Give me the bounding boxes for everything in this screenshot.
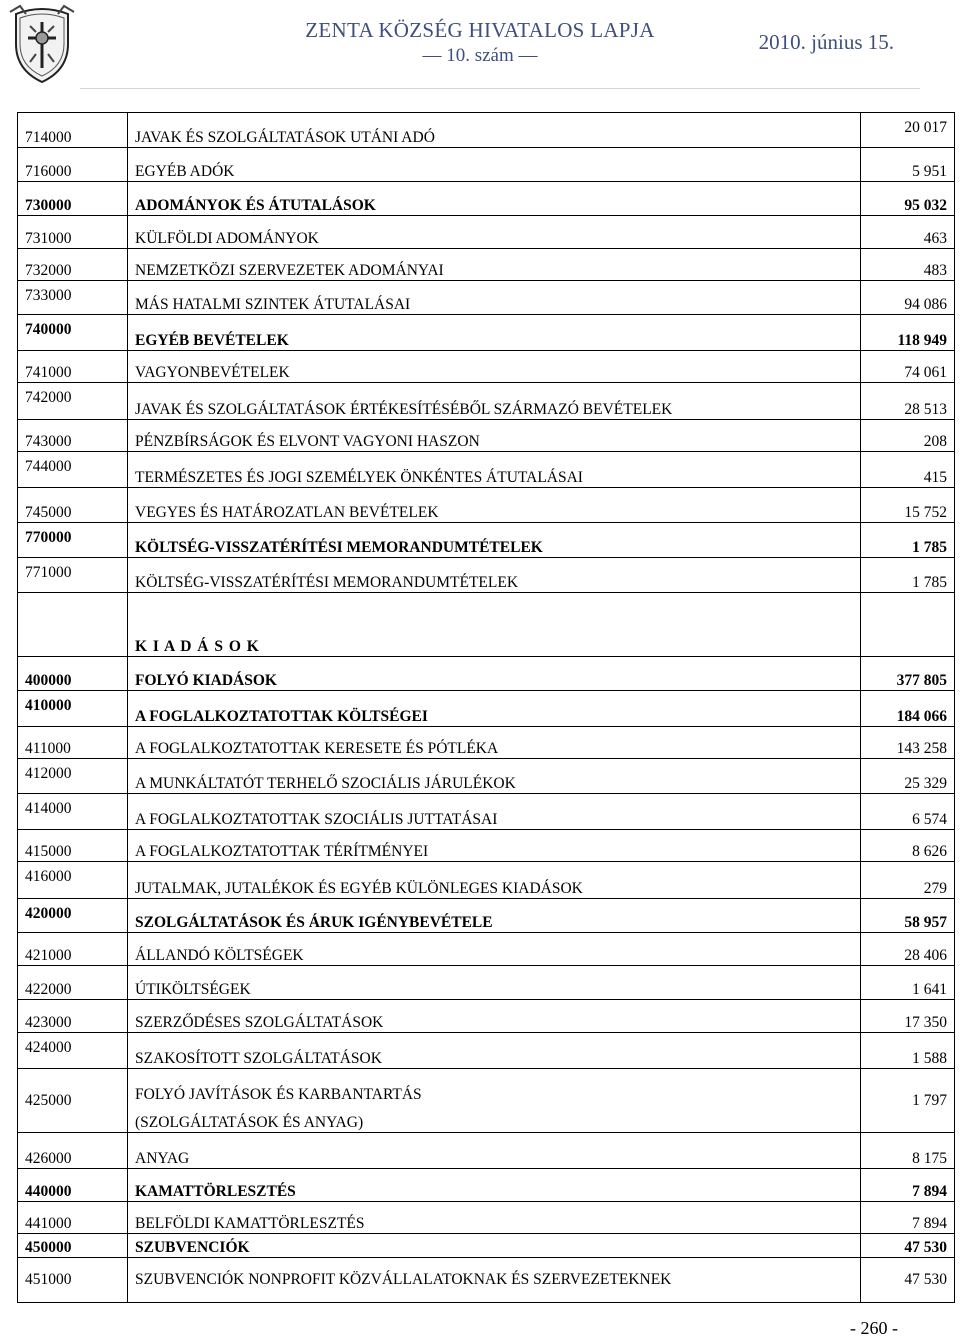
- account-code: 415000: [18, 830, 128, 862]
- account-name: A MUNKÁLTATÓT TERHELŐ SZOCIÁLIS JÁRULÉKOK: [128, 759, 861, 794]
- account-name-line2: (SZOLGÁLTATÁSOK ÉS ANYAG): [135, 1114, 364, 1131]
- account-code: 741000: [18, 351, 128, 383]
- account-code: 400000: [18, 657, 128, 691]
- account-name: NEMZETKÖZI SZERVEZETEK ADOMÁNYAI: [128, 249, 861, 281]
- account-code: 426000: [18, 1133, 128, 1169]
- account-name: KÜLFÖLDI ADOMÁNYOK: [128, 216, 861, 249]
- account-amount: 20 017: [861, 113, 955, 148]
- account-amount: 8 175: [861, 1133, 955, 1169]
- account-amount: 279: [861, 862, 955, 899]
- table-row: [18, 558, 955, 593]
- account-name: MÁS HATALMI SZINTEK ÁTUTALÁSAI: [128, 281, 861, 315]
- account-code: 414000: [18, 794, 128, 830]
- account-name: VAGYONBEVÉTELEK: [128, 351, 861, 383]
- section-row-expenses: [18, 593, 955, 657]
- table-row: [18, 249, 955, 281]
- issue-number: ― 10. szám ―: [422, 45, 538, 66]
- account-name: ÚTIKÖLTSÉGEK: [128, 966, 861, 1000]
- account-amount: 1 785: [861, 558, 955, 593]
- coat-of-arms-icon: [6, 4, 78, 84]
- account-name: BELFÖLDI KAMATTÖRLESZTÉS: [128, 1202, 861, 1234]
- page-header: [0, 0, 960, 90]
- account-amount: 5 951: [861, 148, 955, 182]
- table-row: [18, 691, 955, 727]
- account-amount: 15 752: [861, 488, 955, 523]
- table-row: [18, 216, 955, 249]
- table-row: [18, 727, 955, 759]
- account-code: 732000: [18, 249, 128, 281]
- account-amount: 6 574: [861, 794, 955, 830]
- account-code: 421000: [18, 933, 128, 966]
- account-amount: 47 530: [861, 1258, 955, 1303]
- table-row: [18, 315, 955, 351]
- table-row: [18, 281, 955, 315]
- account-code: 740000: [18, 315, 128, 351]
- account-name: JAVAK ÉS SZOLGÁLTATÁSOK UTÁNI ADÓ: [128, 113, 861, 148]
- account-code: 440000: [18, 1169, 128, 1202]
- account-amount: 483: [861, 249, 955, 281]
- account-amount: 28 406: [861, 933, 955, 966]
- account-amount: 47 530: [861, 1234, 955, 1258]
- table-row: [18, 1069, 955, 1133]
- account-code: 730000: [18, 182, 128, 216]
- account-code: 412000: [18, 759, 128, 794]
- table-row: [18, 794, 955, 830]
- table-row: [18, 488, 955, 523]
- account-name: SZERZŐDÉSES SZOLGÁLTATÁSOK: [128, 1000, 861, 1033]
- account-amount: 208: [861, 420, 955, 452]
- publication-title: ZENTA KÖZSÉG HIVATALOS LAPJA: [305, 18, 655, 42]
- account-name: A FOGLALKOZTATOTTAK KÖLTSÉGEI: [128, 691, 861, 727]
- table-row: [18, 1169, 955, 1202]
- account-name: JAVAK ÉS SZOLGÁLTATÁSOK ÉRTÉKESÍTÉSÉBŐL SZÁRMAZÓ BEVÉTELEK: [128, 383, 861, 420]
- account-amount: 1 797: [861, 1069, 955, 1133]
- account-code: 743000: [18, 420, 128, 452]
- table-row: [18, 113, 955, 148]
- account-amount: 95 032: [861, 182, 955, 216]
- account-amount: 25 329: [861, 759, 955, 794]
- table-row: [18, 933, 955, 966]
- table-row: [18, 1133, 955, 1169]
- account-name: PÉNZBÍRSÁGOK ÉS ELVONT VAGYONI HASZON: [128, 420, 861, 452]
- account-amount: 1 785: [861, 523, 955, 558]
- account-amount: 17 350: [861, 1000, 955, 1033]
- table-row: [18, 351, 955, 383]
- account-amount: 143 258: [861, 727, 955, 759]
- account-amount: 184 066: [861, 691, 955, 727]
- account-name: ADOMÁNYOK ÉS ÁTUTALÁSOK: [128, 182, 861, 216]
- account-amount: 415: [861, 452, 955, 488]
- account-code: 425000: [18, 1069, 128, 1133]
- table-row: [18, 148, 955, 182]
- account-code: 745000: [18, 488, 128, 523]
- account-code: 416000: [18, 862, 128, 899]
- account-name: EGYÉB BEVÉTELEK: [128, 315, 861, 351]
- account-name: JUTALMAK, JUTALÉKOK ÉS EGYÉB KÜLÖNLEGES KIADÁSOK: [128, 862, 861, 899]
- account-name: TERMÉSZETES ÉS JOGI SZEMÉLYEK ÖNKÉNTES ÁTUTALÁSAI: [128, 452, 861, 488]
- account-amount: 7 894: [861, 1169, 955, 1202]
- account-amount: 1 588: [861, 1033, 955, 1069]
- page-number: - 260 -: [850, 1318, 898, 1338]
- account-name: EGYÉB ADÓK: [128, 148, 861, 182]
- account-amount: 8 626: [861, 830, 955, 862]
- account-name: SZAKOSÍTOTT SZOLGÁLTATÁSOK: [128, 1033, 861, 1069]
- table-row: [18, 182, 955, 216]
- account-code: 744000: [18, 452, 128, 488]
- account-code: 423000: [18, 1000, 128, 1033]
- account-name: KÖLTSÉG-VISSZATÉRÍTÉSI MEMORANDUMTÉTELEK: [128, 558, 861, 593]
- header-divider: [80, 88, 920, 89]
- table-row: [18, 862, 955, 899]
- table-row: [18, 1258, 955, 1303]
- table-row: [18, 1000, 955, 1033]
- table-row: [18, 1033, 955, 1069]
- account-amount: 463: [861, 216, 955, 249]
- table-row: [18, 523, 955, 558]
- account-amount: 94 086: [861, 281, 955, 315]
- account-code: 424000: [18, 1033, 128, 1069]
- table-row: [18, 1202, 955, 1234]
- account-code: 716000: [18, 148, 128, 182]
- account-code: 771000: [18, 558, 128, 593]
- account-code: 441000: [18, 1202, 128, 1234]
- account-code: 733000: [18, 281, 128, 315]
- account-amount: 118 949: [861, 315, 955, 351]
- account-name: FOLYÓ KIADÁSOK: [128, 657, 861, 691]
- account-amount: 7 894: [861, 1202, 955, 1234]
- account-amount: 58 957: [861, 899, 955, 933]
- account-name: A FOGLALKOZTATOTTAK KERESETE ÉS PÓTLÉKA: [128, 727, 861, 759]
- account-code: 411000: [18, 727, 128, 759]
- account-name: KÖLTSÉG-VISSZATÉRÍTÉSI MEMORANDUMTÉTELEK: [128, 523, 861, 558]
- account-code: 420000: [18, 899, 128, 933]
- account-code: 731000: [18, 216, 128, 249]
- account-name: SZOLGÁLTATÁSOK ÉS ÁRUK IGÉNYBEVÉTELE: [128, 899, 861, 933]
- account-name: A FOGLALKOZTATOTTAK TÉRÍTMÉNYEI: [128, 830, 861, 862]
- account-code: 450000: [18, 1234, 128, 1258]
- table-row: [18, 452, 955, 488]
- section-heading: K I A D Á S O K: [128, 593, 861, 657]
- account-name: VEGYES ÉS HATÁROZATLAN BEVÉTELEK: [128, 488, 861, 523]
- account-code: 410000: [18, 691, 128, 727]
- account-name-line1: FOLYÓ JAVÍTÁSOK ÉS KARBANTARTÁS: [135, 1086, 422, 1103]
- account-amount: 1 641: [861, 966, 955, 1000]
- table-row: [18, 899, 955, 933]
- table-row: [18, 759, 955, 794]
- account-name: ANYAG: [128, 1133, 861, 1169]
- account-code: 770000: [18, 523, 128, 558]
- account-code: 714000: [18, 113, 128, 148]
- publication-date: 2010. június 15.: [758, 30, 894, 54]
- table-row: [18, 383, 955, 420]
- account-name: A FOGLALKOZTATOTTAK SZOCIÁLIS JUTTATÁSAI: [128, 794, 861, 830]
- account-name: ÁLLANDÓ KÖLTSÉGEK: [128, 933, 861, 966]
- account-code: 742000: [18, 383, 128, 420]
- account-name: SZUBVENCIÓK: [128, 1234, 861, 1258]
- table-row: [18, 966, 955, 1000]
- table-row: [18, 657, 955, 691]
- account-code: 451000: [18, 1258, 128, 1303]
- budget-table: [17, 112, 955, 1303]
- table-row: [18, 420, 955, 452]
- account-name: KAMATTÖRLESZTÉS: [128, 1169, 861, 1202]
- table-row: [18, 1234, 955, 1258]
- account-amount: 28 513: [861, 383, 955, 420]
- account-amount: 74 061: [861, 351, 955, 383]
- account-code: 422000: [18, 966, 128, 1000]
- account-name: [128, 1069, 861, 1133]
- account-amount: 377 805: [861, 657, 955, 691]
- table-row: [18, 830, 955, 862]
- account-name: SZUBVENCIÓK NONPROFIT KÖZVÁLLALATOKNAK ÉS SZERVEZETEKNEK: [128, 1258, 861, 1303]
